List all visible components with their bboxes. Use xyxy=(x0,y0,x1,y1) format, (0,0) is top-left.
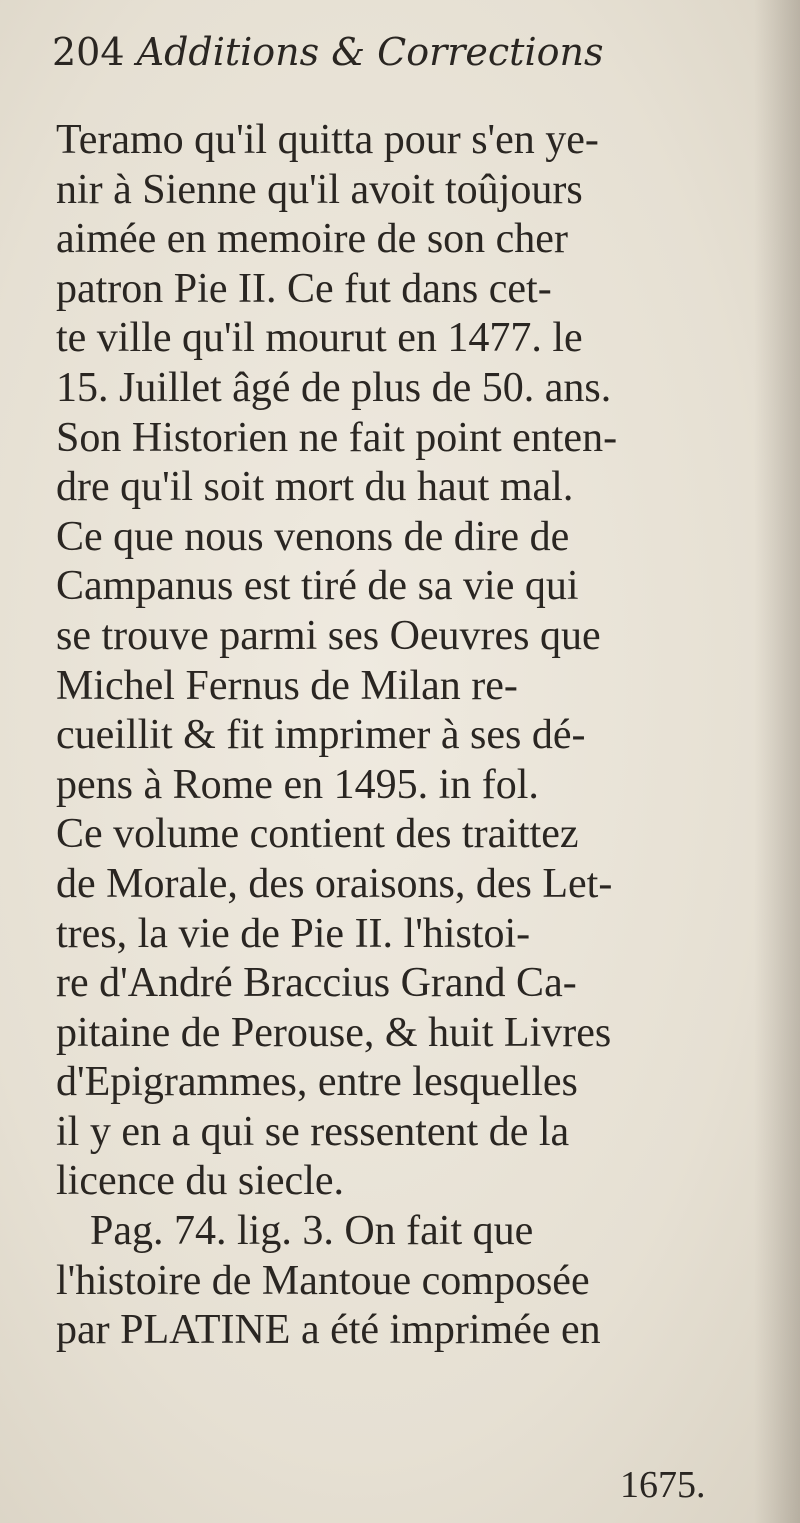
text-line: par PLATINE a été imprimée en xyxy=(56,1307,601,1354)
text-line: se trouve parmi ses Oeuvres que xyxy=(56,612,601,659)
text-line: de Morale, des oraisons, des Let- xyxy=(56,860,613,907)
text-line: dre qu'il soit mort du haut mal. xyxy=(56,464,574,511)
text-line: d'Epigrammes, entre lesquelles xyxy=(56,1059,578,1106)
text-line: Ce volume contient des traittez xyxy=(56,811,579,858)
text-line: pitaine de Perouse, & huit Livres xyxy=(56,1009,612,1056)
text-line: pens à Rome en 1495. in fol. xyxy=(56,761,539,808)
body-text xyxy=(56,116,776,1356)
text-line: Campanus est tiré de sa vie qui xyxy=(56,563,579,610)
text-line: il y en a qui se ressentent de la xyxy=(56,1108,570,1155)
header-title: Additions & Corrections xyxy=(136,30,604,74)
text-line: Son Historien ne fait point enten- xyxy=(56,414,618,461)
text-line: l'histoire de Mantoue composée xyxy=(56,1257,590,1304)
running-header xyxy=(52,30,762,74)
text-line: nir à Sienne qu'il avoit toûjours xyxy=(56,166,583,213)
text-line: licence du siecle. xyxy=(56,1158,345,1205)
text-line: patron Pie II. Ce fut dans cet- xyxy=(56,265,552,312)
text-line: Ce que nous venons de dire de xyxy=(56,513,570,560)
page-number: 204 xyxy=(52,30,125,74)
text-line: te ville qu'il mourut en 1477. le xyxy=(56,315,583,362)
text-line: Pag. 74. lig. 3. On fait que xyxy=(90,1208,534,1255)
text-line: Michel Fernus de Milan re- xyxy=(56,662,518,709)
text-line: aimée en memoire de son cher xyxy=(56,216,568,263)
text-line: 15. Juillet âgé de plus de 50. ans. xyxy=(56,364,612,411)
text-line: tres, la vie de Pie II. l'histoi- xyxy=(56,910,531,957)
catchword: 1675. xyxy=(620,1464,706,1506)
text-line: Teramo qu'il quitta pour s'en ye- xyxy=(56,117,599,163)
text-line: re d'André Braccius Grand Ca- xyxy=(56,960,577,1007)
text-line: cueillit & fit imprimer à ses dé- xyxy=(56,712,586,759)
